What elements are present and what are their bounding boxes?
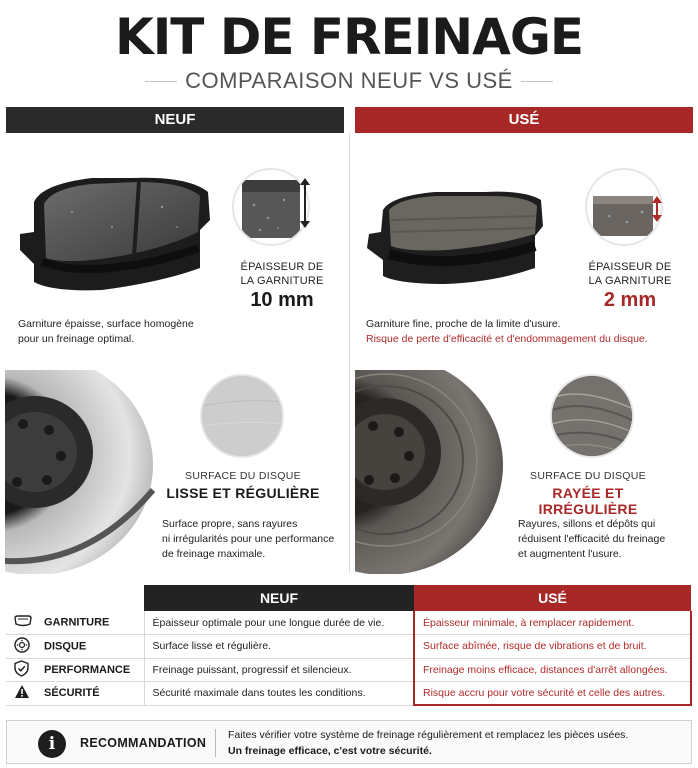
new-disc-desc-line1: Surface propre, sans rayures bbox=[162, 518, 298, 530]
row-label-text: GARNITURE bbox=[44, 616, 110, 629]
row-neuf-cell: Sécurité maximale dans toutes les conditions. bbox=[144, 682, 414, 706]
table-header-neuf: NEUF bbox=[144, 585, 414, 611]
new-disc-surface-zoom bbox=[200, 374, 284, 458]
table-header-row bbox=[6, 585, 691, 611]
comparison-table bbox=[6, 585, 692, 706]
row-neuf-cell: Épaisseur optimale pour une longue durée de vie. bbox=[144, 611, 414, 635]
new-thickness-value: 10 mm bbox=[250, 289, 314, 311]
brake-pad-icon bbox=[14, 615, 32, 630]
row-use-cell: Freinage moins efficace, distances d'arrêt allongées. bbox=[414, 658, 691, 682]
new-pad-thickness-zoom bbox=[232, 168, 310, 246]
row-label-text: DISQUE bbox=[44, 640, 87, 653]
table-header-empty bbox=[6, 585, 144, 611]
new-disc-surface-value: LISSE ET RÉGULIÈRE bbox=[166, 485, 320, 501]
row-label-text: PERFORMANCE bbox=[44, 663, 131, 676]
row-label-garniture bbox=[6, 611, 144, 635]
worn-disc-surface-value: RAYÉE ET IRRÉGULIÈRE bbox=[538, 485, 638, 517]
table-row bbox=[6, 635, 691, 659]
worn-pad-desc-line1: Garniture fine, proche de la limite d'usure. bbox=[366, 318, 561, 330]
row-label-performance bbox=[6, 658, 144, 682]
worn-thickness-label-line1: ÉPAISSEUR DE bbox=[588, 261, 672, 273]
worn-disc-desc-line2: réduisent l'efficacité du freinage bbox=[518, 533, 666, 545]
page-subtitle: COMPARAISON NEUF VS USÉ bbox=[185, 68, 513, 93]
worn-brake-disc-image bbox=[355, 370, 505, 574]
row-label-disque bbox=[6, 635, 144, 659]
new-brake-disc-image bbox=[5, 370, 155, 574]
worn-pad-thickness-zoom bbox=[585, 168, 663, 246]
row-neuf-cell: Surface lisse et régulière. bbox=[144, 635, 414, 659]
worn-disc-description bbox=[518, 517, 693, 562]
thickness-arrow-icon-red bbox=[656, 198, 658, 220]
row-neuf-cell: Freinage puissant, progressif et silencieux. bbox=[144, 658, 414, 682]
disc-icon bbox=[14, 637, 32, 656]
shield-check-icon bbox=[14, 660, 32, 680]
new-disc-desc-line2: ni irrégularités pour une performance bbox=[162, 533, 335, 545]
new-thickness-label-line2: LA GARNITURE bbox=[240, 275, 324, 287]
worn-brake-pad-image bbox=[365, 180, 550, 290]
column-divider bbox=[349, 133, 350, 573]
worn-thickness-label-line2: LA GARNITURE bbox=[588, 275, 672, 287]
row-label-text: SÉCURITÉ bbox=[44, 687, 100, 700]
row-label-securite bbox=[6, 682, 144, 706]
worn-pad-desc-line2: Risque de perte d'efficacité et d'endommagement du disque. bbox=[366, 333, 648, 345]
table-row bbox=[6, 658, 691, 682]
row-use-cell: Surface abîmée, risque de vibrations et de bruit. bbox=[414, 635, 691, 659]
new-pad-desc-line2: pour un freinage optimal. bbox=[18, 333, 135, 345]
table-row bbox=[6, 611, 691, 635]
new-disc-description bbox=[162, 517, 342, 562]
info-icon: i bbox=[38, 730, 66, 758]
recommendation-line2: Un freinage efficace, c'est votre sécurité. bbox=[228, 745, 432, 757]
table-row bbox=[6, 682, 691, 706]
table-header-use: USÉ bbox=[414, 585, 691, 611]
worn-disc-desc-line1: Rayures, sillons et dépôts qui bbox=[518, 518, 656, 530]
new-pad-desc-line1: Garniture épaisse, surface homogène bbox=[18, 318, 194, 330]
recommendation-divider bbox=[215, 729, 216, 757]
worn-disc-desc-line3: et augmentent l'usure. bbox=[518, 548, 622, 560]
recommendation-title: RECOMMANDATION bbox=[80, 736, 207, 750]
new-brake-pad-image bbox=[12, 172, 217, 297]
new-disc-desc-line3: de freinage maximale. bbox=[162, 548, 266, 560]
worn-disc-surface-zoom bbox=[550, 374, 634, 458]
subtitle-block bbox=[0, 68, 698, 94]
new-disc-surface-label: SURFACE DU DISQUE bbox=[185, 470, 301, 482]
new-pad-description bbox=[18, 317, 338, 347]
thickness-arrow-icon bbox=[304, 180, 306, 226]
worn-pad-description bbox=[366, 317, 691, 347]
new-thickness-label-line1: ÉPAISSEUR DE bbox=[240, 261, 324, 273]
row-use-cell: Épaisseur minimale, à remplacer rapidement. bbox=[414, 611, 691, 635]
worn-thickness-value: 2 mm bbox=[603, 289, 657, 311]
column-header-neuf: NEUF bbox=[6, 107, 344, 133]
recommendation-box bbox=[6, 720, 692, 764]
row-use-cell: Risque accru pour votre sécurité et celle des autres. bbox=[414, 682, 691, 706]
worn-disc-surface-label: SURFACE DU DISQUE bbox=[530, 470, 646, 482]
warning-icon bbox=[14, 684, 32, 702]
recommendation-line1: Faites vérifier votre système de freinage régulièrement et remplacez les pièces usées. bbox=[228, 729, 629, 741]
page-title: KIT DE FREINAGE bbox=[114, 8, 584, 66]
column-header-use: USÉ bbox=[355, 107, 693, 133]
